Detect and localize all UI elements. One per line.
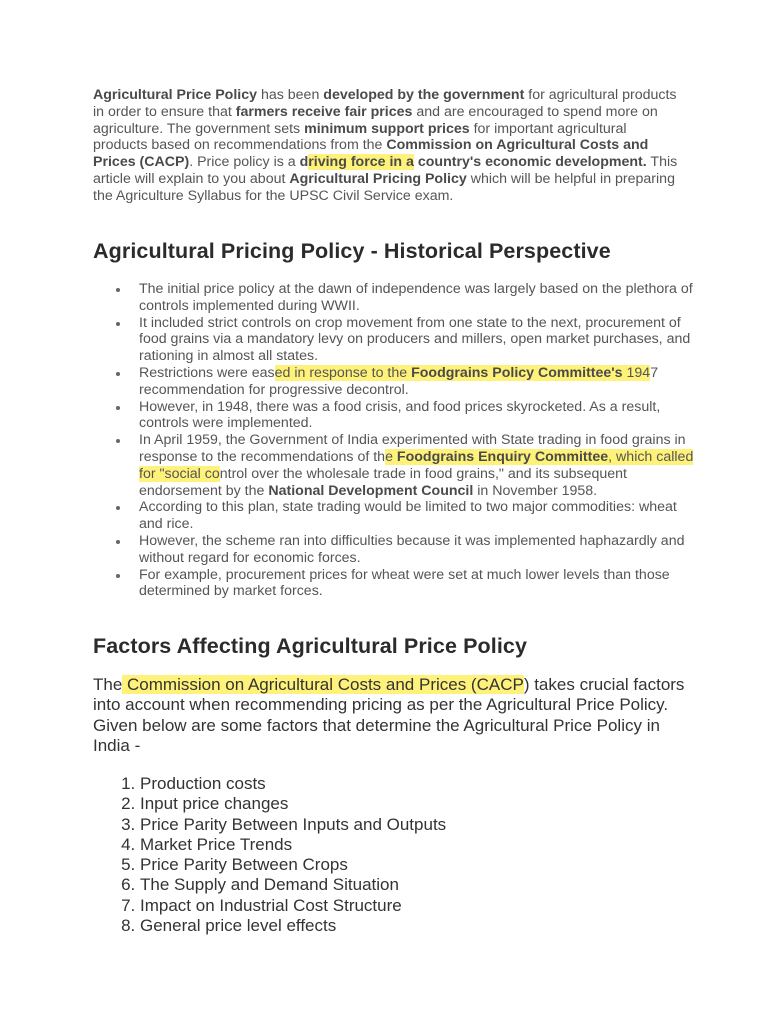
list-item-text: ntrol over the wholesale trade in food grains," and its subsequent endorsement by the — [139, 465, 628, 499]
historical-bullet-list — [115, 281, 699, 600]
list-item-text: in November 1958. — [473, 482, 598, 499]
list-item: However, the scheme ran into difficulties because it was implemented haphazardly and without regard for economic forces. — [139, 533, 699, 567]
list-item: The initial price policy at the dawn of independence was largely based on the plethora of controls implemented during WWII. — [139, 281, 699, 315]
intro-bold-term: country's economic development. — [413, 154, 647, 171]
factors-lead-paragraph — [93, 675, 693, 757]
lead-text: The — [93, 675, 123, 694]
factors-numbered-list — [117, 774, 700, 936]
list-item-highlight: ed in response to the — [274, 364, 412, 381]
list-item: According to this plan, state trading would be limited to two major commodities: wheat and rice. — [139, 499, 699, 533]
list-item: 3. Price Parity Between Inputs and Outputs — [140, 815, 700, 835]
list-item-text: Restrictions were eas — [139, 364, 275, 381]
lead-highlight: Commission on Agricultural Costs and Prices (CACP — [122, 675, 524, 694]
intro-text: This article will explain to you about — [93, 154, 678, 187]
list-item-highlight: , which called for "social co — [139, 448, 694, 482]
intro-text: has been — [257, 87, 324, 103]
list-item — [139, 432, 699, 499]
list-item-bold-highlight: Foodgrains Enquiry Committee — [396, 448, 609, 465]
intro-bold-term: Commission on Agricultural Costs and Prices (CACP) — [93, 137, 649, 171]
intro-bold-term: Agricultural Pricing Policy — [289, 170, 467, 187]
list-item: 1. Production costs — [140, 774, 700, 794]
list-item: It included strict controls on crop movement from one state to the next, procurement of food grains via a mandatory levy on producers and millers, open market purchases, and rationing in almost all states. — [139, 315, 699, 365]
intro-text: for important agricultural products based on recommendations from the — [93, 120, 627, 154]
list-item: For example, procurement prices for wheat were set at much lower levels than those determined by market forces. — [139, 567, 699, 601]
list-item: 5. Price Parity Between Crops — [140, 855, 700, 875]
list-item-bold-term: National Development Council — [268, 482, 474, 499]
intro-bold-term: d — [299, 154, 309, 171]
intro-paragraph — [93, 87, 683, 205]
intro-bold-term: minimum support prices — [304, 120, 470, 137]
list-item-bold-highlight: Foodgrains Policy Committee's — [411, 364, 623, 381]
list-item-highlight: 194 — [622, 364, 651, 381]
list-item: 8. General price level effects — [140, 916, 700, 936]
intro-bold-term: Agricultural Price Policy — [93, 87, 258, 103]
intro-text: . Price policy is a — [189, 154, 300, 171]
lead-text: ) takes crucial factors into account when recommending pricing as per the Agricultural Price Policy. Given below are some factors that determine the Agricultural Price Policy in India - — [93, 675, 685, 756]
list-item: 7. Impact on Industrial Cost Structure — [140, 896, 700, 916]
list-item-text: 7 recommendation for progressive decontrol. — [139, 364, 659, 398]
intro-highlight: riving force in a — [308, 154, 414, 171]
section-heading-historical: Agricultural Pricing Policy - Historical Perspective — [93, 239, 611, 263]
list-item: 6. The Supply and Demand Situation — [140, 875, 700, 895]
intro-text: for agricultural products in order to ensure that — [93, 87, 677, 120]
list-item — [139, 365, 699, 399]
list-item: 2. Input price changes — [140, 794, 700, 814]
list-item-text: In April 1959, the Government of India experimented with State trading in food grains in response to the recommendations of th — [139, 432, 686, 465]
intro-text: and are encouraged to spend more on agriculture. The government sets — [93, 103, 658, 137]
intro-bold-term: farmers receive fair prices — [235, 103, 413, 120]
section-heading-factors: Factors Affecting Agricultural Price Policy — [93, 634, 528, 658]
intro-text: which will be helpful in preparing the Agriculture Syllabus for the UPSC Civil Service exam. — [93, 170, 675, 204]
list-item: 4. Market Price Trends — [140, 835, 700, 855]
intro-bold-term: developed by the government — [323, 87, 525, 103]
list-item-highlight: e — [385, 448, 397, 465]
list-item: However, in 1948, there was a food crisis, and food prices skyrocketed. As a result, controls were implemented. — [139, 399, 699, 433]
